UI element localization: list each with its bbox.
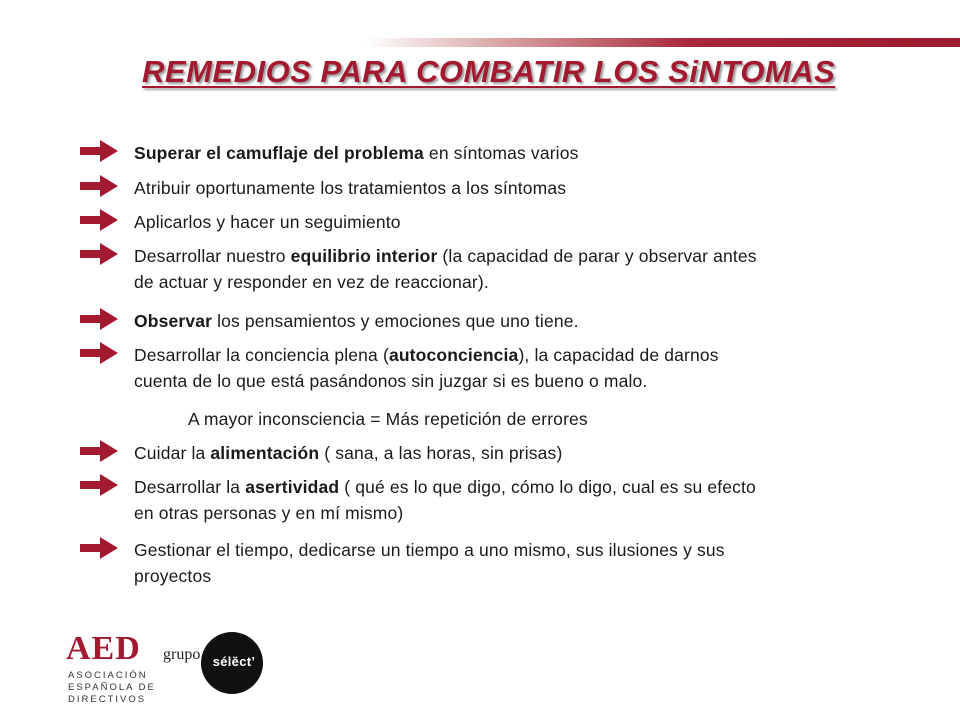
right-arrow-icon [78,306,120,332]
list-item-text: Gestionar el tiempo, dedicarse un tiempo a uno mismo, sus ilusiones y sus proyectos [134,540,725,586]
list-item-text: Desarrollar nuestro equilibrio interior (la capacidad de parar y observar antes de actuar y responder en vez de reaccionar). [134,246,757,292]
right-arrow-icon [78,138,120,164]
right-arrow-icon [78,472,120,498]
select-logo-word: sélĕct’ [212,654,256,669]
indented-note: A mayor inconsciencia = Más repetición de errores [188,409,588,429]
list-item-text: Aplicarlos y hacer un seguimiento [134,212,401,232]
right-arrow-icon [78,173,120,199]
grupo-logo-word: grupo [163,646,201,663]
right-arrow-icon [78,438,120,464]
aed-logo-line: ASOCIACIÓN [68,670,148,681]
right-arrow-icon [78,340,120,366]
aed-logo-line: ESPAÑOLA DE [68,682,156,693]
list-item-text: Observar los pensamientos y emociones que uno tiene. [134,311,579,331]
list-item-text: Superar el camuflaje del problema en síntomas varios [134,143,579,163]
list-item-text: Desarrollar la conciencia plena (autoconciencia), la capacidad de darnos cuenta de lo que está pasándonos sin juzgar si es bueno o malo. [134,345,719,391]
aed-logo-word: AED [66,630,141,667]
top-decorative-bar [366,38,960,47]
list-item-text: Desarrollar la asertividad ( qué es lo que digo, cómo lo digo, cual es su efecto en otras personas y en mí mismo) [134,477,756,523]
list-item-text: Cuidar la alimentación ( sana, a las horas, sin prisas) [134,443,563,463]
right-arrow-icon [78,207,120,233]
slide-title: REMEDIOS PARA COMBATIR LOS SiNTOMAS [142,54,836,89]
right-arrow-icon [78,535,120,561]
list-item-text: Atribuir oportunamente los tratamientos a los síntomas [134,178,567,198]
footer-logos [0,620,400,720]
right-arrow-icon [78,241,120,267]
aed-logo-line: DIRECTIVOS [68,694,147,705]
